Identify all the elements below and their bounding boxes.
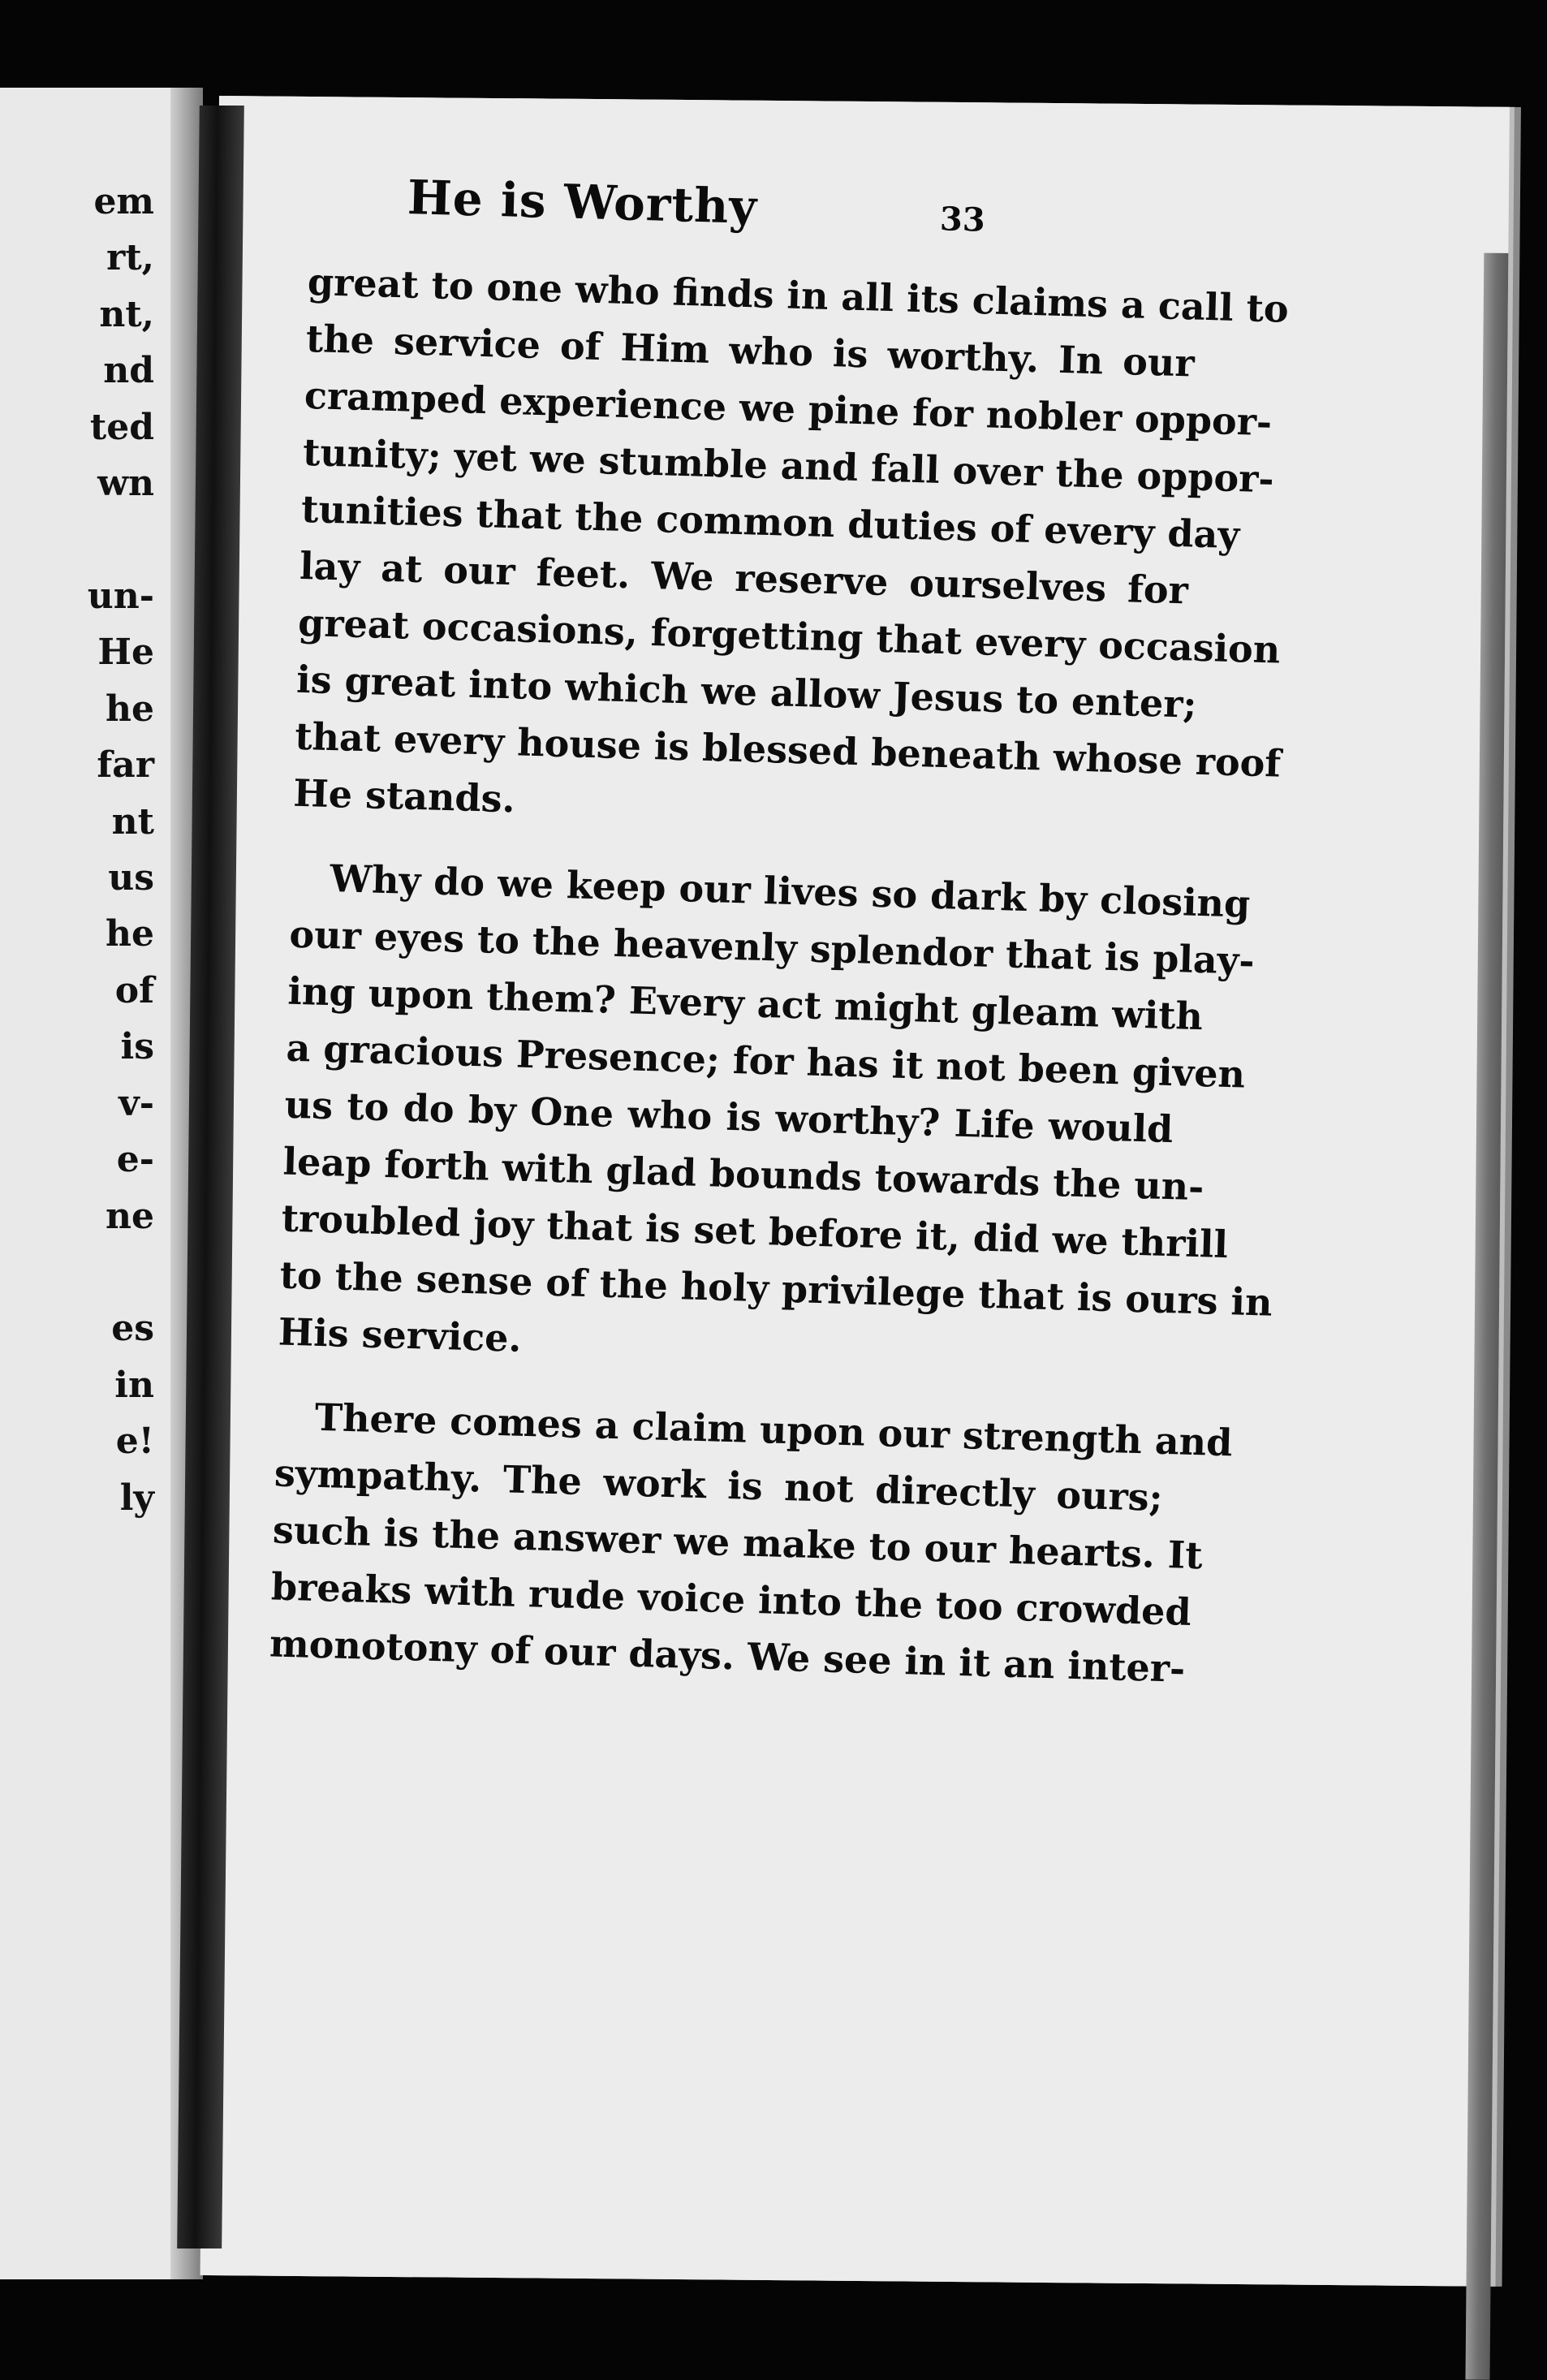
text-line: cramped experience we pine for nobler oppor- <box>304 373 1273 445</box>
left-page-fragment: He <box>97 632 154 674</box>
text-line: is great into which we allow Jesus to enter; <box>295 657 1198 727</box>
left-page-fragment: un- <box>87 575 154 617</box>
left-page-fragment: far <box>97 744 154 787</box>
left-page-fragment: ne <box>106 1195 154 1237</box>
text-line: the service of Him who is worthy. In our <box>305 316 1196 386</box>
text-line: that every house is blessed beneath whose roof <box>294 714 1282 786</box>
body-text <box>269 253 1290 1697</box>
left-page-fragment: in <box>114 1364 154 1406</box>
text-line: Why do we keep our lives so dark by closing <box>329 856 1251 926</box>
left-page-fragment: wn <box>97 463 154 505</box>
left-page-fragment: e! <box>115 1421 154 1463</box>
text-line: tunities that the common duties of every day <box>300 486 1240 558</box>
left-page-fragment: nt, <box>99 293 154 335</box>
text-line: great occasions, forgetting that every occasion <box>297 600 1281 672</box>
text-line: leap forth with glad bounds towards the un- <box>282 1139 1205 1209</box>
left-page-fragment: ted <box>89 406 154 448</box>
left-page-fragment: is <box>120 1026 154 1068</box>
left-page <box>0 88 203 2279</box>
left-page-fragment: ly <box>119 1477 154 1519</box>
left-page-fragment: us <box>108 857 154 899</box>
text-line: monotony of our days. We see in it an inter- <box>269 1621 1186 1691</box>
left-page-fragment: e- <box>116 1139 154 1181</box>
left-page-fragment: he <box>106 688 154 730</box>
text-line: to the sense of the holy privilege that is ours in <box>279 1253 1273 1325</box>
text-line: His service. <box>278 1309 523 1360</box>
text-line: great to one who finds in all its claims a call to <box>307 259 1290 331</box>
text-line: troubled joy that is set before it, did we thrill <box>281 1196 1229 1267</box>
page-number: 33 <box>939 200 986 239</box>
text-line: us to do by One who is worthy? Life would <box>283 1082 1174 1152</box>
left-page-fragment: es <box>111 1308 154 1350</box>
text-line: such is the answer we make to our hearts. It <box>272 1507 1204 1578</box>
left-page-fragment: of <box>114 969 154 1011</box>
text-line: There comes a claim upon our strength and <box>314 1395 1234 1465</box>
text-line: breaks with rude voice into the too crowded <box>270 1564 1192 1635</box>
running-head: He is Worthy <box>407 169 758 235</box>
text-line: sympathy. The work is not directly ours; <box>274 1451 1164 1520</box>
left-page-fragment: nt <box>111 800 154 843</box>
text-line: lay at our feet. We reserve ourselves for <box>299 543 1189 613</box>
left-page-fragment: rt, <box>106 237 154 279</box>
text-line: He stands. <box>292 770 516 821</box>
text-line: a gracious Presence; for has it not been given <box>285 1025 1246 1097</box>
left-page-fragment: em <box>93 181 154 222</box>
left-page-fragment: v- <box>119 1082 154 1124</box>
text-line: our eyes to the heavenly splendor that is play- <box>288 912 1256 983</box>
text-line: tunity; yet we stumble and fall over the oppor- <box>302 429 1275 502</box>
text-line: ing upon them? Every act might gleam with <box>287 968 1204 1039</box>
left-page-fragment: he <box>106 913 154 955</box>
right-page-edge <box>1466 253 1509 2380</box>
left-page-fragment: nd <box>103 350 154 392</box>
